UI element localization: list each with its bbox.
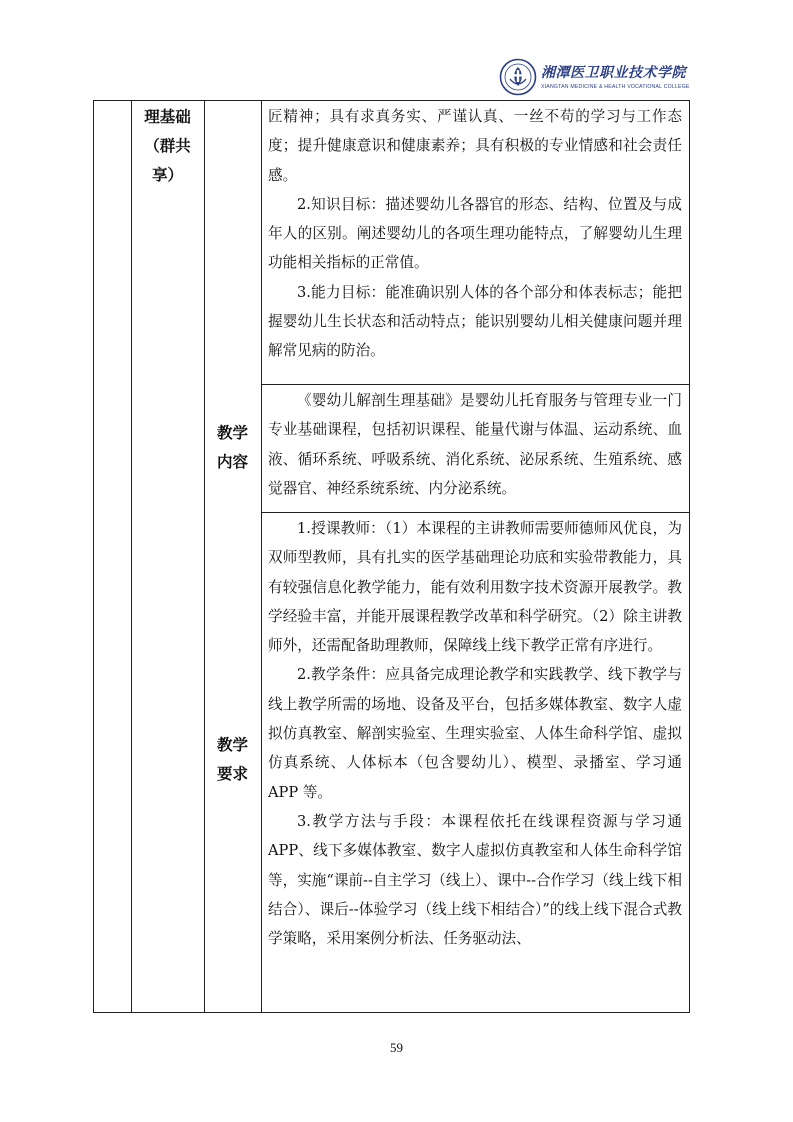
requirements-label-line: 要求 [216,765,248,783]
logo-chinese-name: 湘潭医卫职业技术学院 [541,65,686,81]
college-emblem-icon [499,58,537,96]
logo-english-name: XIANGTAN MEDICINE & HEALTH VOCATIONAL COLLEGE [541,84,690,90]
objectives-paragraph: 2.知识目标：描述婴幼儿各器官的形态、结构、位置及与成年人的区别。阐述婴幼儿的各项生理功能特点，了解婴幼儿生理功能相关指标的正常值。 [268,195,682,272]
page-number: 59 [390,1040,403,1055]
requirements-label-cell [204,731,261,789]
course-name-line: （群共 [144,137,191,155]
objectives-paragraph: 匠精神；具有求真务实、严谨认真、一丝不苟的学习与工作态度；提升健康意识和健康素养；具有积极的专业情感和社会责任感。 [268,108,682,184]
college-logo [499,58,699,102]
content-paragraph: 《婴幼儿解剖生理基础》是婴幼儿托育服务与管理专业一门专业基础课程，包括初识课程、能量代谢与体温、运动系统、血液、循环系统、呼吸系统、消化系统、泌尿系统、生殖系统、感觉器官、神经系统系统、内分泌系统。 [268,392,682,497]
requirements-paragraph: 3.教学方法与手段：本课程依托在线课程资源与学习通APP、线下多媒体教室、数字人虚拟仿真教室和人体生命科学馆等，实施“课前--自主学习（线上）、课中--合作学习（线上线下相结合）、课后--体验学习（线上线下相结合）”的线上线下混合式教学策略，采用案例分析法、任务驱动法、 [268,812,682,948]
table-border-bottom [93,1012,690,1013]
content-label-line: 内容 [216,453,248,471]
table-col-divider-2 [204,100,205,1012]
course-name-cell [131,103,204,190]
requirements-cell [268,514,682,953]
requirements-paragraph: 1.授课教师：（1）本课程的主讲教师需要师德师风优良，为双师型教师，具有扎实的医学基础理论功底和实验带教能力，具有较强信息化教学能力，能有效利用数字技术资源开展教学。教学经验丰富，并能开展课程教学改革和科学研究。（2）除主讲教师外，还需配备助理教师，保障线上线下教学正常有序进行。 [268,520,682,655]
table-border-left [93,100,94,1012]
requirements-paragraph: 2.教学条件：应具备完成理论教学和实践教学、线下教学与线上教学所需的场地、设备及平台，包括多媒体教室、数字人虚拟仿真教室、解剖实验室、生理实验室、人体生命科学馆、虚拟仿真系统、人体标本（包含婴幼儿）、模型、录播室、学习通 APP 等。 [268,666,682,801]
objectives-paragraph: 3.能力目标：能准确识别人体的各个部分和体表标志；能把握婴幼儿生长状态和活动特点；能识别婴幼儿相关健康问题并理解常见病的防治。 [268,283,682,360]
objectives-cell [268,102,682,366]
requirements-label-line: 教学 [216,736,248,754]
course-name-line: 理基础 [144,108,191,126]
row-divider-1 [261,384,690,385]
course-name-line: 享） [151,166,183,184]
table-col-divider-3 [261,100,262,1012]
content-cell [268,386,682,503]
content-label-cell [204,419,261,477]
table-border-top [93,100,690,101]
table-col-divider-1 [131,100,132,1012]
content-label-line: 教学 [216,424,248,442]
row-divider-2 [261,512,690,513]
table-border-right [689,100,690,1012]
